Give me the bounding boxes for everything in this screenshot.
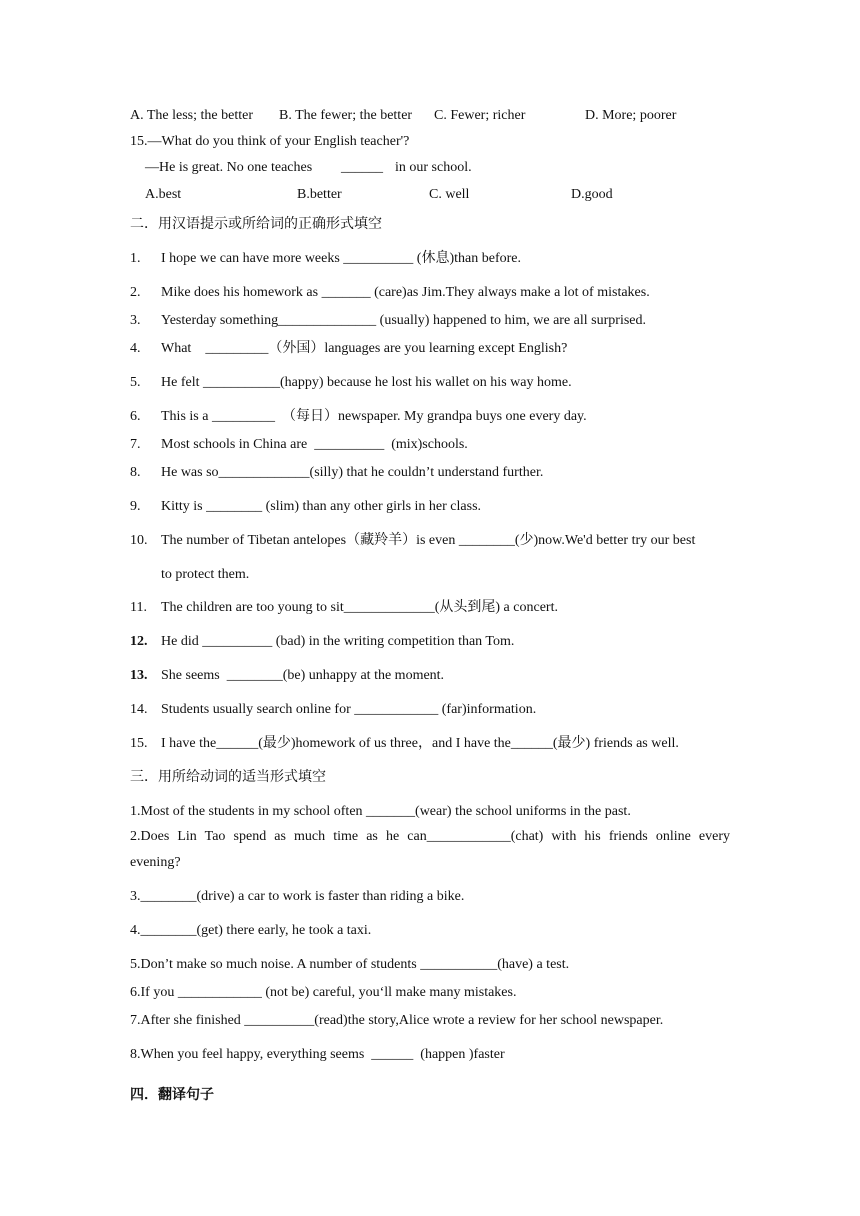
s2-item-text: I have the______(最少)homework of us three，and I have the______(最少) friends as well.: [161, 736, 679, 751]
s2-item-text: She seems ________(be) unhappy at the moment.: [161, 668, 445, 683]
s2-item-text: What _________（外国）languages are you learning except English?: [161, 341, 568, 356]
s2-item-text: The number of Tibetan antelopes（藏羚羊）is even ________(少)now.We'd better try our best: [161, 533, 696, 548]
s2-item-number: 13.: [130, 668, 148, 683]
s2-item-number: 3.: [130, 313, 141, 328]
s2-item-number: 2.: [130, 285, 141, 300]
s3-item: 4.________(get) there early, he took a taxi.: [130, 923, 372, 938]
s3-item: 1.Most of the students in my school often _______(wear) the school uniforms in the past.: [130, 804, 631, 819]
q14-option-b: B. The fewer; the better: [279, 108, 413, 123]
section2-heading: 二．用汉语提示或所给词的正确形式填空: [130, 216, 382, 232]
s2-item-number: 10.: [130, 533, 148, 548]
s2-item-text: The children are too young to sit_____________(从头到尾) a concert.: [161, 600, 558, 615]
q15-answer-tail: in our school.: [395, 160, 472, 175]
s2-item-text: Mike does his homework as _______ (care)as Jim.They always make a lot of mistakes.: [161, 285, 650, 300]
s3-item-continued: evening?: [130, 855, 181, 870]
s3-item: 3.________(drive) a car to work is faster than riding a bike.: [130, 889, 465, 904]
q15-option-d: D.good: [571, 187, 613, 202]
s2-item-text: Most schools in China are __________ (mix)schools.: [161, 437, 468, 452]
q15-option-c: C. well: [429, 187, 470, 202]
s3-item: 8.When you feel happy, everything seems ______ (happen )faster: [130, 1047, 505, 1062]
s3-item: 2.Does Lin Tao spend as much time as he can____________(chat) with his friends online every: [130, 829, 730, 844]
s3-item: 5.Don’t make so much noise. A number of students ___________(have) a test.: [130, 957, 570, 972]
s2-item-text: He did __________ (bad) in the writing competition than Tom.: [161, 634, 515, 649]
s2-item-number: 15.: [130, 736, 148, 751]
s2-item-text: This is a _________ （每日）newspaper. My grandpa buys one every day.: [161, 409, 587, 424]
q14-option-a: A. The less; the better: [130, 108, 253, 123]
s2-item-text: Kitty is ________ (slim) than any other girls in her class.: [161, 499, 482, 514]
s2-item-text: He felt ___________(happy) because he lost his wallet on his way home.: [161, 375, 572, 390]
q15-answer-line: —He is great. No one teaches: [145, 160, 313, 175]
s3-item: 7.After she finished __________(read)the story,Alice wrote a review for her school newspaper.: [130, 1013, 664, 1028]
s2-item-text: Yesterday something______________ (usually) happened to him, we are all surprised.: [161, 313, 646, 328]
s2-item-number: 14.: [130, 702, 148, 717]
section3-heading: 三．用所给动词的适当形式填空: [130, 769, 326, 785]
q14-option-c: C. Fewer; richer: [434, 108, 526, 123]
s2-item-number: 12.: [130, 634, 148, 649]
q15-blank: ______: [341, 160, 383, 175]
s2-item-number: 6.: [130, 409, 141, 424]
s2-item-number: 11.: [130, 600, 147, 615]
s2-item-number: 8.: [130, 465, 141, 480]
s2-item-number: 9.: [130, 499, 141, 514]
s2-item-text: Students usually search online for ____________ (far)information.: [161, 702, 537, 717]
s2-item-number: 7.: [130, 437, 141, 452]
q15-question: 15.—What do you think of your English teacher'?: [130, 134, 410, 149]
s2-item-number: 4.: [130, 341, 141, 356]
q15-option-a: A.best: [145, 187, 182, 202]
q15-option-b: B.better: [297, 187, 342, 202]
s3-item: 6.If you ____________ (not be) careful, you‘ll make many mistakes.: [130, 985, 517, 1000]
section4-heading: 四．翻译句子: [130, 1087, 214, 1103]
s2-item-text: He was so_____________(silly) that he couldn’t understand further.: [161, 465, 544, 480]
s2-item-text-continued: to protect them.: [161, 567, 250, 582]
s2-item-text: I hope we can have more weeks __________ (休息)than before.: [161, 251, 521, 266]
s2-item-number: 1.: [130, 251, 141, 266]
s2-item-number: 5.: [130, 375, 141, 390]
q14-option-d: D. More; poorer: [585, 108, 677, 123]
